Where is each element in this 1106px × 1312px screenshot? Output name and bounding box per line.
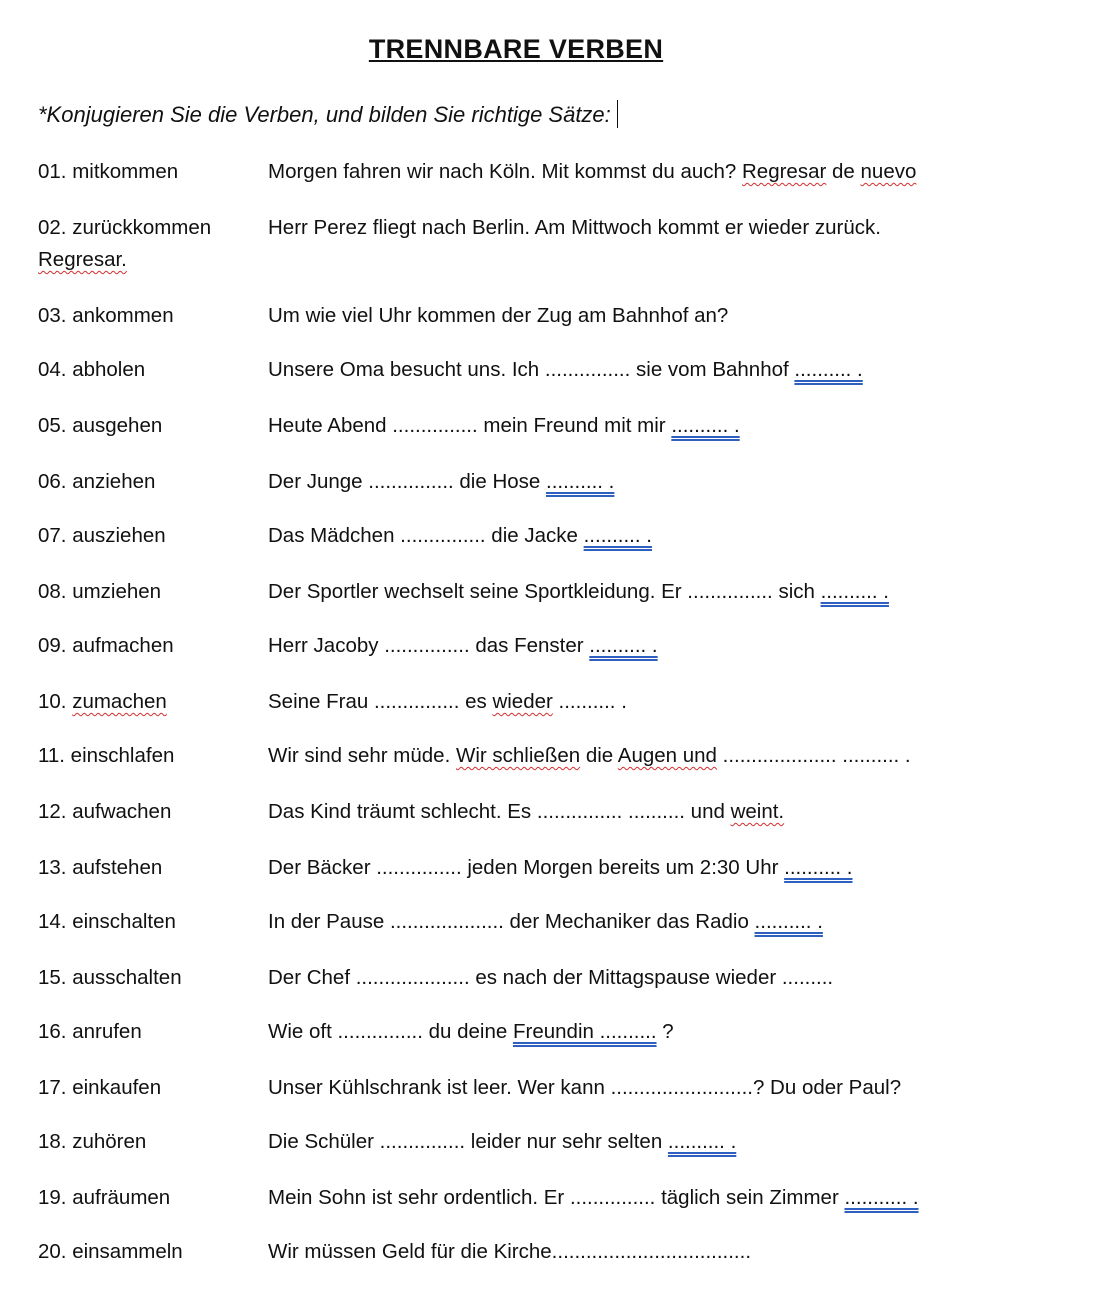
exercise-row <box>0 580 1106 610</box>
sentence-fragment: Morgen fahren wir nach Köln. Mit kommst du auch? <box>268 160 742 183</box>
verb-label: 18. zuhören <box>38 1130 147 1153</box>
exercise-row <box>0 160 1106 190</box>
verb-label: 07. ausziehen <box>38 524 166 547</box>
verb-label: 17. einkaufen <box>38 1076 162 1099</box>
sentence-fragment: Wir sind sehr müde. <box>268 744 456 767</box>
exercise-row <box>0 1020 1106 1050</box>
spellcheck-flagged-text: Wir schließen <box>455 744 581 767</box>
sentence-fragment: die <box>580 744 618 767</box>
grammar-flagged-text: .......... . <box>820 580 889 603</box>
sentence-fragment: Unser Kühlschrank ist leer. Wer kann .........................? Du oder Paul? <box>268 1076 902 1099</box>
exercise-row <box>0 524 1106 554</box>
page-title: TRENNBARE VERBEN <box>368 34 664 64</box>
verb-label: 05. ausgehen <box>38 414 163 437</box>
grammar-flagged-text: .......... . <box>583 524 652 547</box>
verb-label: 15. ausschalten <box>38 966 182 989</box>
exercise-sentence <box>268 470 614 494</box>
sentence-fragment: Mein Sohn ist sehr ordentlich. Er ............... täglich sein Zimmer <box>268 1186 845 1209</box>
exercise-sentence <box>268 856 853 880</box>
sentence-fragment: Der Bäcker ............... jeden Morgen bereits um 2:30 Uhr <box>268 856 785 879</box>
verb-label: 11. einschlafen <box>38 744 175 767</box>
grammar-flagged-text: ........... . <box>844 1186 919 1209</box>
sentence-fragment: Der Chef .................... es nach der Mittagspause wieder ......... <box>268 966 834 989</box>
exercise-sentence <box>268 216 881 240</box>
sentence-fragment: Seine Frau ............... es <box>268 690 493 713</box>
exercise-row <box>0 910 1106 940</box>
spellcheck-flagged-text: wieder <box>492 690 553 713</box>
exercise-sentence <box>268 1186 919 1210</box>
sentence-fragment: .......... . <box>552 690 627 713</box>
spellcheck-flagged-text: Regresar <box>742 160 827 183</box>
grammar-flagged-text: .......... . <box>546 470 615 493</box>
sentence-fragment: In der Pause .................... der Mechaniker das Radio <box>268 910 755 933</box>
grammar-flagged-text: .......... . <box>589 634 658 657</box>
exercise-sentence <box>268 580 889 604</box>
sentence-fragment: Heute Abend ............... mein Freund mit mir <box>268 414 672 437</box>
verb-label: 06. anziehen <box>38 470 156 493</box>
exercise-row <box>0 800 1106 830</box>
sentence-fragment: Um wie viel Uhr kommen der Zug am Bahnhof an? <box>268 304 729 327</box>
sentence-fragment: .................... .......... . <box>716 744 911 767</box>
grammar-flagged-text: .......... . <box>784 856 853 879</box>
sentence-fragment: Das Mädchen ............... die Jacke <box>268 524 584 547</box>
exercise-row <box>0 1130 1106 1160</box>
exercise-sentence <box>268 1020 674 1044</box>
verb-label: 14. einschalten <box>38 910 176 933</box>
exercise-sentence <box>268 966 833 990</box>
spellcheck-flagged-text: weint. <box>730 800 785 823</box>
wrapped-line <box>38 248 127 272</box>
grammar-flagged-text: .......... . <box>667 1130 737 1153</box>
exercise-row <box>0 690 1106 720</box>
exercise-row <box>0 414 1106 444</box>
sentence-fragment: Der Sportler wechselt seine Sportkleidung. Er ............... sich <box>268 580 821 603</box>
exercise-row <box>0 966 1106 996</box>
grammar-flagged-text: Freundin .......... <box>512 1020 657 1043</box>
instruction-line <box>38 100 618 128</box>
sentence-fragment: Wir müssen Geld für die Kirche................................... <box>268 1240 752 1263</box>
exercise-sentence <box>268 744 911 768</box>
text-cursor <box>617 100 619 128</box>
exercise-row <box>0 1076 1106 1106</box>
instruction-text: *Konjugieren Sie die Verben, und bilden Sie richtige Sätze: <box>38 102 611 127</box>
sentence-fragment: de <box>826 160 861 183</box>
exercise-row <box>0 358 1106 388</box>
grammar-flagged-text: .......... . <box>754 910 823 933</box>
verb-label: 12. aufwachen <box>38 800 172 823</box>
exercise-row <box>0 1186 1106 1216</box>
sentence-fragment: 10. <box>38 690 73 713</box>
verb-label <box>38 690 167 714</box>
verb-label: 08. umziehen <box>38 580 162 603</box>
exercise-sentence <box>268 634 658 658</box>
sentence-fragment: Unsere Oma besucht uns. Ich ............... sie vom Bahnhof <box>268 358 795 381</box>
verb-label: 04. abholen <box>38 358 146 381</box>
exercise-row <box>0 1240 1106 1270</box>
exercise-sentence <box>268 304 728 328</box>
sentence-fragment: Der Junge ............... die Hose <box>268 470 547 493</box>
spellcheck-flagged-text: Augen und <box>617 744 717 767</box>
exercise-row <box>0 216 1106 271</box>
spellcheck-flagged-text: Regresar. <box>38 248 127 271</box>
exercise-sentence <box>268 690 627 714</box>
verb-label: 19. aufräumen <box>38 1186 171 1209</box>
verb-label: 03. ankommen <box>38 304 174 327</box>
exercise-sentence <box>268 1240 751 1264</box>
sentence-fragment: Die Schüler ............... leider nur sehr selten <box>268 1130 668 1153</box>
grammar-flagged-text: .......... . <box>671 414 740 437</box>
exercise-sentence <box>268 414 740 438</box>
verb-label: 02. zurückkommen <box>38 216 212 239</box>
exercise-sentence <box>268 910 823 934</box>
grammar-flagged-text: .......... . <box>794 358 863 381</box>
sentence-fragment: Das Kind träumt schlecht. Es ............... .......... und <box>268 800 731 823</box>
verb-label: 16. anrufen <box>38 1020 142 1043</box>
exercise-sentence <box>268 1076 901 1100</box>
sentence-fragment: ? <box>656 1020 674 1043</box>
exercise-sentence <box>268 358 863 382</box>
verb-label: 13. aufstehen <box>38 856 163 879</box>
sentence-fragment: Herr Jacoby ............... das Fenster <box>268 634 590 657</box>
exercise-sentence <box>268 524 652 548</box>
spellcheck-flagged-text: zumachen <box>72 690 167 713</box>
verb-label: 01. mitkommen <box>38 160 179 183</box>
verb-label: 20. einsammeln <box>38 1240 183 1263</box>
exercise-sentence <box>268 800 784 824</box>
exercise-sentence <box>268 160 916 184</box>
spellcheck-flagged-text: nuevo <box>860 160 917 183</box>
exercise-row <box>0 304 1106 334</box>
sentence-fragment: Herr Perez fliegt nach Berlin. Am Mittwoch kommt er wieder zurück. <box>268 216 881 239</box>
verb-label: 09. aufmachen <box>38 634 174 657</box>
sentence-fragment: Wie oft ............... du deine <box>268 1020 513 1043</box>
exercise-row <box>0 856 1106 886</box>
exercise-row <box>0 634 1106 664</box>
exercise-row <box>0 470 1106 500</box>
exercise-row <box>0 744 1106 774</box>
exercise-sentence <box>268 1130 736 1154</box>
